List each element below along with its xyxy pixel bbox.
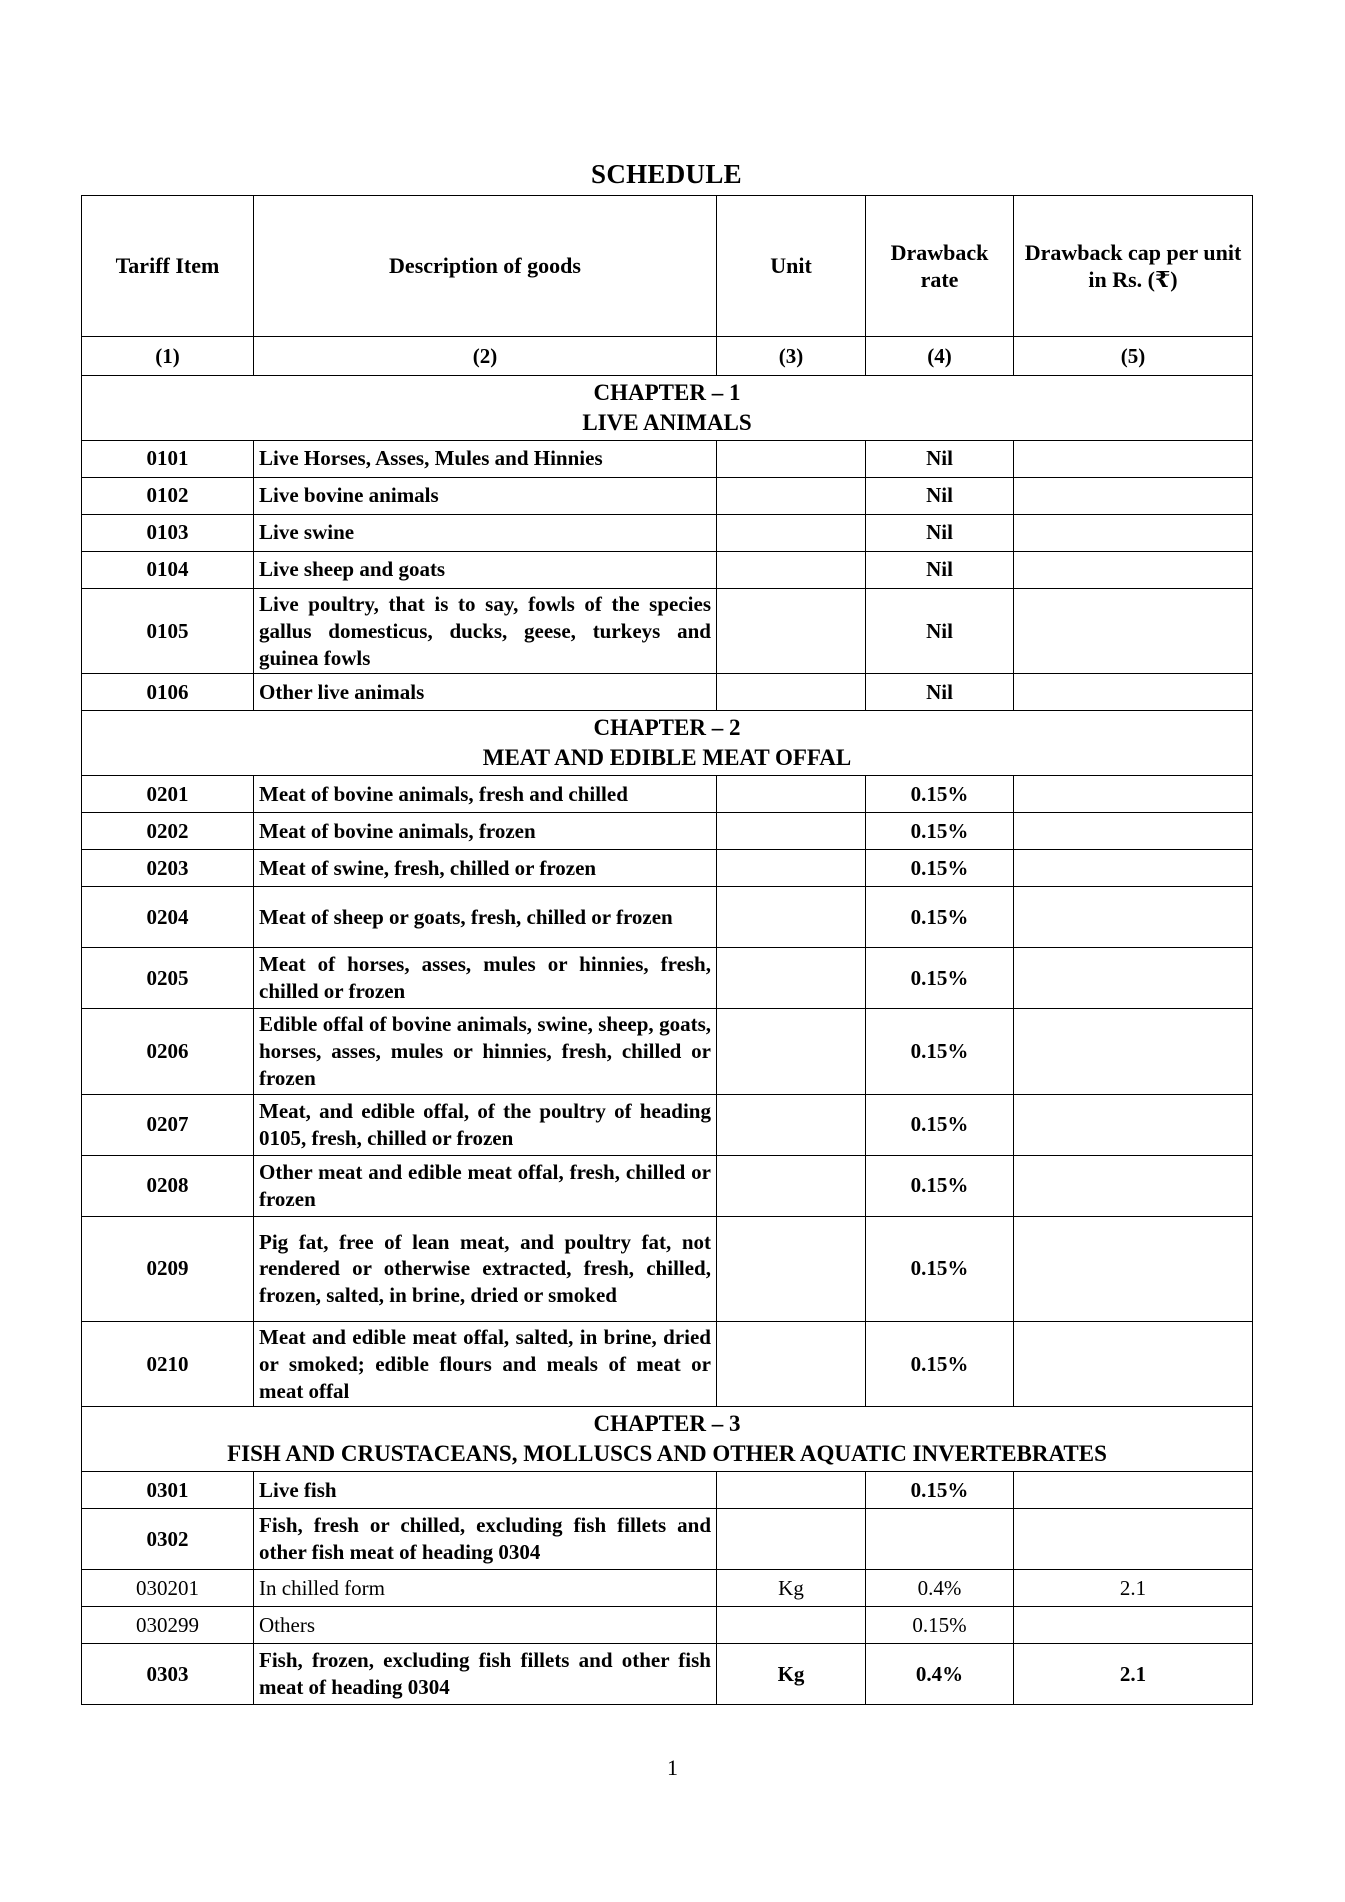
- chapter-number: CHAPTER – 3: [593, 1411, 741, 1437]
- table-row: [82, 477, 1253, 514]
- table-row: [82, 1094, 1253, 1155]
- cell-drawback-cap: [1014, 1472, 1253, 1509]
- cell-description: Others: [254, 1607, 717, 1644]
- chapter-heading: [82, 1407, 1253, 1472]
- table-header-row: [82, 196, 1253, 337]
- cell-drawback-rate: Nil: [866, 514, 1014, 551]
- cell-description: Meat of horses, asses, mules or hinnies, fresh, chilled or frozen: [254, 948, 717, 1009]
- cell-drawback-rate: 0.4%: [866, 1644, 1014, 1705]
- chapter-heading-row: [82, 711, 1253, 776]
- column-header-unit: Unit: [717, 196, 866, 337]
- chapter-heading: [82, 711, 1253, 776]
- cell-description: Pig fat, free of lean meat, and poultry fat, not rendered or otherwise extracted, fresh, chilled, frozen, salted, in brine, dried or smoked: [254, 1216, 717, 1321]
- cell-tariff-item: 030201: [82, 1570, 254, 1607]
- cell-drawback-cap: [1014, 1607, 1253, 1644]
- cell-tariff-item: 0202: [82, 813, 254, 850]
- table-row: [82, 1216, 1253, 1321]
- cell-drawback-rate: Nil: [866, 551, 1014, 588]
- cell-unit: [717, 1321, 866, 1407]
- cell-drawback-cap: [1014, 477, 1253, 514]
- cell-tariff-item: 0101: [82, 440, 254, 477]
- cell-tariff-item: 030299: [82, 1607, 254, 1644]
- cell-tariff-item: 0203: [82, 850, 254, 887]
- table-row: [82, 1607, 1253, 1644]
- cell-unit: Kg: [717, 1570, 866, 1607]
- column-number-3: (3): [717, 337, 866, 376]
- chapter-name: LIVE ANIMALS: [582, 409, 752, 435]
- table-row: [82, 674, 1253, 711]
- cell-drawback-cap: [1014, 1509, 1253, 1570]
- cell-unit: [717, 1094, 866, 1155]
- cell-description: Live poultry, that is to say, fowls of the species gallus domesticus, ducks, geese, turkeys and guinea fowls: [254, 588, 717, 674]
- cell-unit: [717, 588, 866, 674]
- cell-drawback-cap: [1014, 1094, 1253, 1155]
- cell-drawback-cap: [1014, 887, 1253, 948]
- cell-drawback-rate: 0.15%: [866, 1321, 1014, 1407]
- column-header-description: Description of goods: [254, 196, 717, 337]
- cell-tariff-item: 0210: [82, 1321, 254, 1407]
- cell-tariff-item: 0205: [82, 948, 254, 1009]
- cell-drawback-cap: [1014, 948, 1253, 1009]
- table-row: [82, 551, 1253, 588]
- table-row: [82, 1509, 1253, 1570]
- table-row: [82, 1472, 1253, 1509]
- cell-tariff-item: 0207: [82, 1094, 254, 1155]
- cell-unit: [717, 1472, 866, 1509]
- cell-unit: [717, 440, 866, 477]
- cell-description: Live Horses, Asses, Mules and Hinnies: [254, 440, 717, 477]
- cell-drawback-rate: 0.15%: [866, 813, 1014, 850]
- cell-drawback-rate: 0.15%: [866, 850, 1014, 887]
- table-row: [82, 588, 1253, 674]
- cell-unit: [717, 514, 866, 551]
- cell-tariff-item: 0106: [82, 674, 254, 711]
- cell-tariff-item: 0303: [82, 1644, 254, 1705]
- cell-unit: [717, 776, 866, 813]
- column-header-drawback-rate: Drawback rate: [866, 196, 1014, 337]
- cell-drawback-rate: Nil: [866, 674, 1014, 711]
- cell-drawback-cap: [1014, 1009, 1253, 1095]
- table-row: [82, 1570, 1253, 1607]
- cell-drawback-rate: Nil: [866, 440, 1014, 477]
- column-number-1: (1): [82, 337, 254, 376]
- cell-description: Live sheep and goats: [254, 551, 717, 588]
- cell-tariff-item: 0301: [82, 1472, 254, 1509]
- chapter-number: CHAPTER – 1: [593, 380, 741, 405]
- column-number-5: (5): [1014, 337, 1253, 376]
- cell-unit: [717, 1009, 866, 1095]
- column-number-row: [82, 337, 1253, 376]
- chapter-heading-row: [82, 1407, 1253, 1472]
- cell-description: Other meat and edible meat offal, fresh, chilled or frozen: [254, 1155, 717, 1216]
- page-number: 1: [667, 1755, 678, 1780]
- table-row: [82, 850, 1253, 887]
- cell-drawback-cap: [1014, 440, 1253, 477]
- chapter-heading-row: [82, 376, 1253, 441]
- cell-description: Meat of bovine animals, fresh and chilled: [254, 776, 717, 813]
- cell-drawback-cap: [1014, 551, 1253, 588]
- drawback-schedule-table: [81, 195, 1253, 1705]
- cell-unit: [717, 813, 866, 850]
- page-title: SCHEDULE: [591, 159, 742, 189]
- cell-description: Edible offal of bovine animals, swine, sheep, goats, horses, asses, mules or hinnies, fresh, chilled or frozen: [254, 1009, 717, 1095]
- cell-tariff-item: 0204: [82, 887, 254, 948]
- cell-drawback-cap: [1014, 776, 1253, 813]
- column-number-2: (2): [254, 337, 717, 376]
- table-row: [82, 776, 1253, 813]
- cell-drawback-cap: [1014, 588, 1253, 674]
- cell-description: Live bovine animals: [254, 477, 717, 514]
- cell-unit: [717, 477, 866, 514]
- cell-drawback-rate: [866, 1509, 1014, 1570]
- cell-description: Live fish: [254, 1472, 717, 1509]
- column-header-drawback-cap: Drawback cap per unit in Rs. (₹): [1014, 196, 1253, 337]
- chapter-number: CHAPTER – 2: [593, 715, 741, 741]
- cell-drawback-rate: 0.4%: [866, 1570, 1014, 1607]
- cell-drawback-rate: 0.15%: [866, 1472, 1014, 1509]
- cell-tariff-item: 0208: [82, 1155, 254, 1216]
- chapter-name: MEAT AND EDIBLE MEAT OFFAL: [482, 745, 852, 771]
- column-header-tariff-item: Tariff Item: [82, 196, 254, 337]
- cell-drawback-rate: 0.15%: [866, 948, 1014, 1009]
- table-row: [82, 887, 1253, 948]
- table-row: [82, 514, 1253, 551]
- cell-drawback-cap: [1014, 1155, 1253, 1216]
- cell-unit: [717, 674, 866, 711]
- cell-description: Meat and edible meat offal, salted, in brine, dried or smoked; edible flours and meals of meat or meat offal: [254, 1321, 717, 1407]
- cell-unit: Kg: [717, 1644, 866, 1705]
- table-row: [82, 1009, 1253, 1095]
- cell-description: Live swine: [254, 514, 717, 551]
- cell-drawback-rate: 0.15%: [866, 1216, 1014, 1321]
- table-row: [82, 1155, 1253, 1216]
- cell-tariff-item: 0102: [82, 477, 254, 514]
- cell-description: Meat of bovine animals, frozen: [254, 813, 717, 850]
- cell-unit: [717, 850, 866, 887]
- cell-unit: [717, 1216, 866, 1321]
- cell-description: Meat, and edible offal, of the poultry of heading 0105, fresh, chilled or frozen: [254, 1094, 717, 1155]
- cell-description: Fish, frozen, excluding fish fillets and other fish meat of heading 0304: [254, 1644, 717, 1705]
- table-row: [82, 1644, 1253, 1705]
- cell-unit: [717, 1607, 866, 1644]
- chapter-heading: [82, 376, 1253, 441]
- cell-drawback-rate: Nil: [866, 588, 1014, 674]
- cell-description: Meat of sheep or goats, fresh, chilled or frozen: [254, 887, 717, 948]
- cell-drawback-cap: [1014, 813, 1253, 850]
- cell-drawback-cap: 2.1: [1014, 1570, 1253, 1607]
- table-row: [82, 948, 1253, 1009]
- column-number-4: (4): [866, 337, 1014, 376]
- cell-unit: [717, 1509, 866, 1570]
- cell-description: Other live animals: [254, 674, 717, 711]
- cell-drawback-cap: [1014, 514, 1253, 551]
- cell-drawback-cap: [1014, 1321, 1253, 1407]
- cell-drawback-rate: 0.15%: [866, 1607, 1014, 1644]
- cell-tariff-item: 0201: [82, 776, 254, 813]
- cell-description: In chilled form: [254, 1570, 717, 1607]
- cell-tariff-item: 0206: [82, 1009, 254, 1095]
- cell-drawback-cap: 2.1: [1014, 1644, 1253, 1705]
- cell-tariff-item: 0209: [82, 1216, 254, 1321]
- cell-tariff-item: 0103: [82, 514, 254, 551]
- cell-tariff-item: 0105: [82, 588, 254, 674]
- cell-drawback-cap: [1014, 1216, 1253, 1321]
- cell-drawback-cap: [1014, 850, 1253, 887]
- cell-description: Meat of swine, fresh, chilled or frozen: [254, 850, 717, 887]
- cell-drawback-rate: 0.15%: [866, 1094, 1014, 1155]
- cell-tariff-item: 0104: [82, 551, 254, 588]
- cell-drawback-cap: [1014, 674, 1253, 711]
- table-row: [82, 440, 1253, 477]
- cell-drawback-rate: 0.15%: [866, 1155, 1014, 1216]
- cell-drawback-rate: Nil: [866, 477, 1014, 514]
- table-row: [82, 1321, 1253, 1407]
- cell-unit: [717, 948, 866, 1009]
- cell-unit: [717, 887, 866, 948]
- cell-drawback-rate: 0.15%: [866, 776, 1014, 813]
- cell-drawback-rate: 0.15%: [866, 1009, 1014, 1095]
- cell-unit: [717, 551, 866, 588]
- cell-tariff-item: 0302: [82, 1509, 254, 1570]
- cell-description: Fish, fresh or chilled, excluding fish fillets and other fish meat of heading 0304: [254, 1509, 717, 1570]
- cell-unit: [717, 1155, 866, 1216]
- chapter-name: FISH AND CRUSTACEANS, MOLLUSCS AND OTHER AQUATIC INVERTEBRATES: [227, 1441, 1107, 1467]
- cell-drawback-rate: 0.15%: [866, 887, 1014, 948]
- table-row: [82, 813, 1253, 850]
